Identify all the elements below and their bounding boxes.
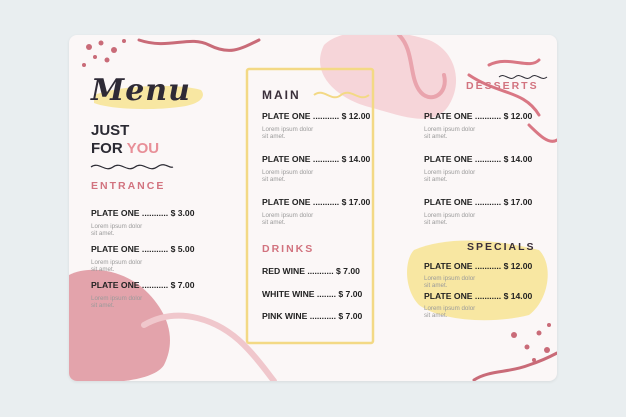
tagline-line1: JUST <box>91 122 130 139</box>
menu-item-line: PLATE ONE ........... $ 14.00 <box>424 154 533 164</box>
menu-item-line: PLATE ONE ........... $ 12.00 <box>424 111 533 121</box>
main-item-3 <box>262 197 370 227</box>
menu-item-line: PLATE ONE ........... $ 3.00 <box>91 208 195 218</box>
desc-line-1: Lorem ipsum dolor <box>262 169 314 176</box>
main-item-2 <box>262 154 370 184</box>
desc-line-2: sit amet. <box>262 176 286 184</box>
main-item-1 <box>262 111 370 141</box>
menu-item-line: PLATE ONE ........... $ 14.00 <box>262 154 371 164</box>
desc-line-1: Lorem ipsum dolor <box>91 295 143 302</box>
desc-line-2: sit amet. <box>262 219 286 227</box>
desserts-heading: DESSERTS <box>466 80 539 92</box>
drinks-heading: DRINKS <box>262 243 315 255</box>
menu-item-desc <box>262 169 322 184</box>
drink-item-3: PINK WINE ........... $ 7.00 <box>262 311 363 321</box>
menu-item-desc <box>424 126 484 141</box>
desc-line-1: Lorem ipsum dolor <box>91 223 143 230</box>
menu-item-desc <box>424 212 484 227</box>
desc-line-1: Lorem ipsum dolor <box>424 275 476 282</box>
desc-line-1: Lorem ipsum dolor <box>262 126 314 133</box>
menu-item-desc <box>91 223 151 238</box>
dessert-item-3 <box>424 197 532 227</box>
desc-line-2: sit amet. <box>424 176 448 184</box>
special-item-2 <box>424 291 532 320</box>
desc-line-2: sit amet. <box>91 266 115 274</box>
menu-card <box>69 35 557 381</box>
tagline-for: FOR <box>91 140 123 157</box>
specials-heading: SPECIALS <box>467 241 536 253</box>
menu-item-line: PLATE ONE ........... $ 12.00 <box>262 111 371 121</box>
main-heading: MAIN <box>262 88 301 102</box>
menu-title: Menu <box>91 73 191 108</box>
desc-line-1: Lorem ipsum dolor <box>91 259 143 266</box>
menu-item-line: PLATE ONE ........... $ 7.00 <box>91 280 195 290</box>
menu-item-desc <box>424 169 484 184</box>
dessert-item-2 <box>424 154 532 184</box>
menu-item-desc <box>424 305 484 320</box>
drink-item-1: RED WINE ........... $ 7.00 <box>262 266 360 276</box>
desc-line-1: Lorem ipsum dolor <box>424 305 476 312</box>
dessert-item-1 <box>424 111 532 141</box>
desc-line-2: sit amet. <box>262 133 286 141</box>
menu-item-line: PLATE ONE ........... $ 12.00 <box>424 261 533 271</box>
drink-item-2: WHITE WINE ........ $ 7.00 <box>262 289 363 299</box>
tagline <box>91 122 159 158</box>
menu-item-desc <box>262 212 322 227</box>
desc-line-2: sit amet. <box>424 282 448 290</box>
desc-line-1: Lorem ipsum dolor <box>424 212 476 219</box>
desc-line-2: sit amet. <box>91 302 115 310</box>
tagline-line2 <box>91 140 159 158</box>
menu-item-line: PLATE ONE ........... $ 17.00 <box>262 197 371 207</box>
desc-line-2: sit amet. <box>424 133 448 141</box>
entrance-item-2 <box>91 244 194 274</box>
desc-line-2: sit amet. <box>424 312 448 320</box>
tagline-you: YOU <box>126 140 160 157</box>
menu-item-desc <box>91 295 151 310</box>
entrance-heading: ENTRANCE <box>91 180 166 192</box>
entrance-item-3 <box>91 280 194 310</box>
menu-item-line: PLATE ONE ........... $ 5.00 <box>91 244 195 254</box>
desc-line-1: Lorem ipsum dolor <box>262 212 314 219</box>
desc-line-1: Lorem ipsum dolor <box>424 126 476 133</box>
menu-item-line: PLATE ONE ........... $ 17.00 <box>424 197 533 207</box>
desc-line-2: sit amet. <box>91 230 115 238</box>
desc-line-2: sit amet. <box>424 219 448 227</box>
menu-item-desc <box>262 126 322 141</box>
menu-item-line: PLATE ONE ........... $ 14.00 <box>424 291 533 301</box>
desc-line-1: Lorem ipsum dolor <box>424 169 476 176</box>
menu-item-desc <box>91 259 151 274</box>
entrance-item-1 <box>91 208 194 238</box>
special-item-1 <box>424 261 532 290</box>
menu-item-desc <box>424 275 484 290</box>
